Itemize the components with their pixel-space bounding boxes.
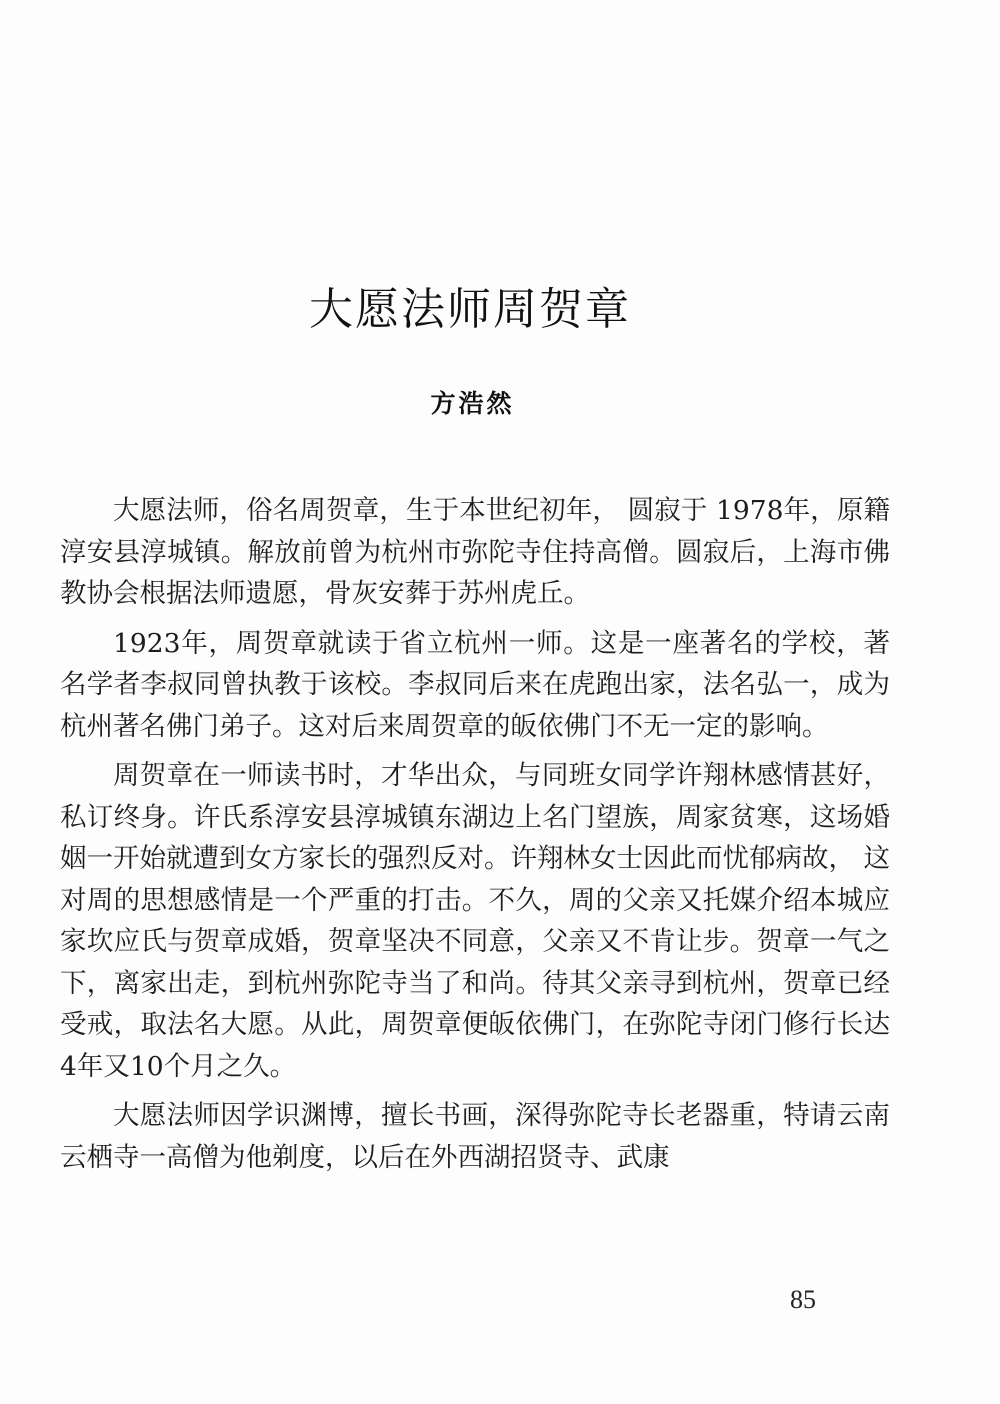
- page-number: 85: [790, 1285, 816, 1314]
- author-name: 方浩然: [430, 389, 515, 418]
- article-body: [60, 490, 890, 1186]
- paragraph: 1923年，周贺章就读于省立杭州一师。这是一座著名的学校，著名学者李叔同曾执教于该校。李叔同后来在虎跑出家，法名弘一，成为杭州著名佛门弟子。这对后来周贺章的皈依佛门不无一定的影响。: [60, 627, 890, 742]
- paragraph: 大愿法师因学识渊博，擅长书画，深得弥陀寺长老器重，特请云南云栖寺一高僧为他剃度，以后在外西湖招贤寺、武康: [60, 1100, 890, 1173]
- paragraph: 大愿法师，俗名周贺章，生于本世纪初年， 圆寂于 1978年，原籍淳安县淳城镇。解放前曾为杭州市弥陀寺住持高僧。圆寂后，上海市佛教协会根据法师遗愿，骨灰安葬于苏州虎丘。: [60, 495, 890, 609]
- article-title: 大愿法师周贺章: [309, 284, 631, 335]
- paragraph: 周贺章在一师读书时，才华出众，与同班女同学许翔林感情甚好，私订终身。许氏系淳安县淳城镇东湖边上名门望族，周家贫寒，这场婚姻一开始就遭到女方家长的强烈反对。许翔林女士因此而忧郁病故， 这对周的思想感情是一个严重的打击。不久，周的父亲又托媒介绍本城应家坎应氏与贺章成婚，贺章坚决不同意，父亲又不肯让步。贺章一气之下，离家出走，到杭州弥陀寺当了和尚。待其父亲寻到杭州，贺章已经受戒，取法名大愿。从此，周贺章便皈依佛门，在弥陀寺闭门修行长达4年又10个月之久。: [60, 760, 890, 1082]
